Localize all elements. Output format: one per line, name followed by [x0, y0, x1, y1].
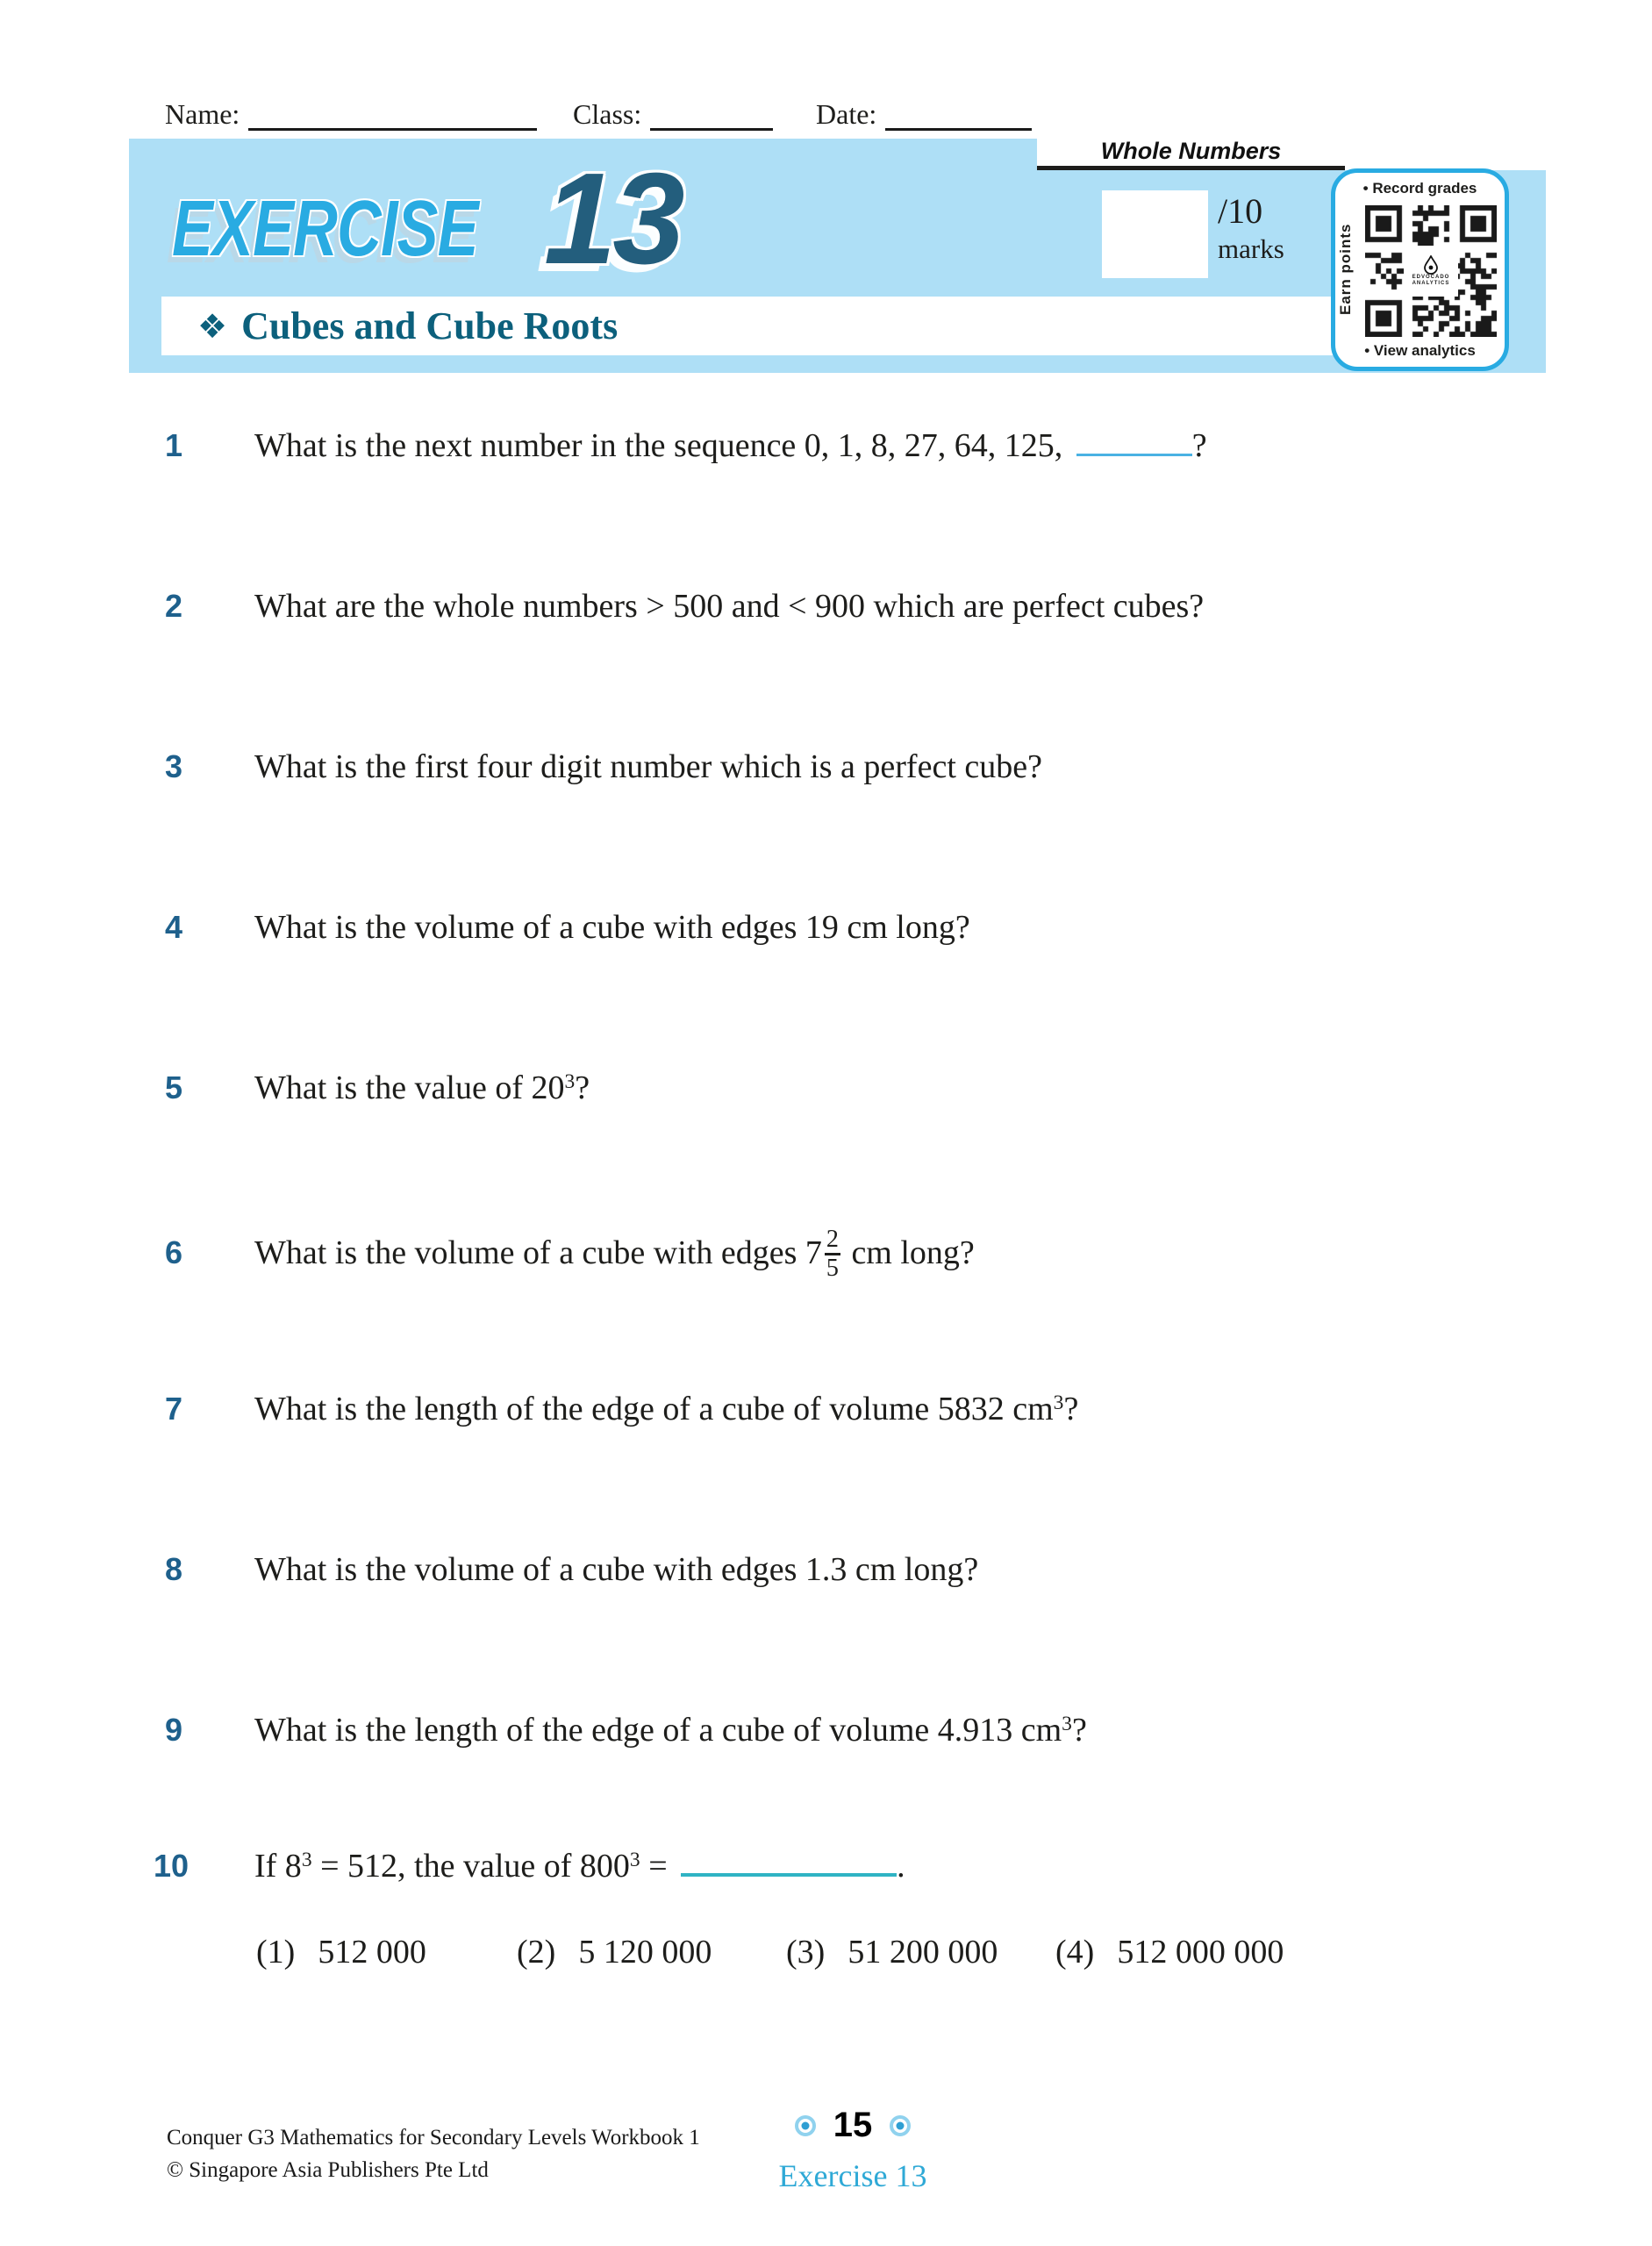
qr-panel: [1331, 168, 1509, 371]
question-9: [165, 1708, 1087, 1759]
diamond-bullet-icon: ❖: [197, 306, 228, 346]
question-number: 1: [165, 427, 183, 463]
option-1[interactable]: [256, 1933, 426, 1971]
page-nav-right-dot-icon: [890, 2115, 911, 2136]
question-text: What is the value of $20^3$?: [254, 1069, 590, 1106]
class-label: Class:: [573, 98, 642, 130]
question-text: If $8^3 = 512$, the value of $800^3$ = .: [254, 1848, 905, 1885]
question-3: [165, 745, 1042, 796]
footer-exercise-ref: Exercise 13: [778, 2158, 927, 2193]
question-text: What is the length of the edge of a cube of volume 4.913 $cm^3$?: [254, 1712, 1087, 1749]
footer-copyright: © Singapore Asia Publishers Pte Ltd: [167, 2158, 489, 2182]
qr-logo-line2: ANALYTICS: [1412, 281, 1450, 286]
question-5: [165, 1066, 590, 1117]
date-label: Date:: [816, 98, 877, 130]
option-value: 5 120 000: [578, 1934, 712, 1971]
option-2[interactable]: [517, 1933, 712, 1971]
qr-earn-points-label: Earn points: [1337, 223, 1354, 316]
score-unit: marks: [1218, 233, 1284, 264]
question-text: What is the volume of a cube with edges 19 cm long?: [254, 909, 970, 946]
page-nav-left-dot-icon: [795, 2115, 816, 2136]
question-number: 5: [165, 1069, 183, 1105]
option-value: 512 000: [318, 1934, 426, 1971]
exercise-word: EXERCISE: [172, 185, 478, 273]
footer-book-title: Conquer G3 Mathematics for Secondary Levels Workbook 1: [167, 2126, 700, 2149]
question-8: [165, 1548, 978, 1599]
option-4[interactable]: [1055, 1933, 1284, 1971]
question-7: [165, 1387, 1078, 1438]
question-text: What is the first four digit number which is a perfect cube?: [254, 748, 1042, 785]
question-number: 4: [165, 909, 183, 945]
question-number: 3: [165, 748, 183, 784]
qr-code-area[interactable]: [1365, 205, 1497, 337]
score-denominator: /10: [1218, 191, 1263, 231]
question-4: [165, 905, 970, 956]
question-6: [165, 1227, 975, 1283]
question-text: What is the volume of a cube with edges 1.3 cm long?: [254, 1551, 979, 1588]
option-label: (2): [517, 1934, 556, 1971]
option-value: 512 000 000: [1117, 1934, 1284, 1971]
fraction-two-fifths: $\frac{2}{5}$: [826, 1226, 839, 1283]
question-number: 6: [165, 1234, 183, 1270]
option-value: 51 200 000: [847, 1934, 998, 1971]
question-10: [154, 1843, 905, 1895]
question-text: What is the volume of a cube with edges 7 $\frac{2}{5}$ cm long?: [254, 1226, 975, 1283]
footer-imprint: [167, 2121, 700, 2186]
question-number: 10: [154, 1848, 190, 1884]
question-number: 2: [165, 588, 183, 624]
qr-record-grades-label: • Record grades: [1362, 180, 1477, 197]
qr-logo-line1: EDVOCADO: [1412, 275, 1450, 280]
option-label: (3): [786, 1934, 826, 1971]
question-text: What is the length of the edge of a cube of volume 5832 $cm^3$?: [254, 1391, 1079, 1427]
avocado-drop-icon: [1422, 255, 1440, 275]
question-text: What are the whole numbers > 500 and < 900 which are perfect cubes?: [254, 588, 1205, 625]
option-label: (1): [256, 1934, 296, 1971]
page-nav: [730, 2106, 976, 2145]
question-number: 9: [165, 1712, 183, 1748]
answer-blank-q1[interactable]: [1076, 424, 1192, 456]
qr-center-logo: [1404, 246, 1458, 297]
exercise-number: 13: [544, 147, 682, 291]
page-number: 15: [833, 2106, 873, 2144]
footer-page-block: [730, 2106, 976, 2194]
question-1: [165, 424, 1207, 475]
qr-view-analytics-label: • View analytics: [1364, 342, 1476, 359]
question-number: 8: [165, 1551, 183, 1587]
question-number: 7: [165, 1391, 183, 1427]
question-text: What is the next number in the sequence 0, 1, 8, 27, 64, 125, ?: [254, 427, 1207, 464]
option-3[interactable]: [786, 1933, 998, 1971]
chapter-tag: Whole Numbers: [1100, 138, 1282, 164]
question-2: [165, 584, 1204, 635]
name-label: Name:: [165, 98, 240, 130]
topic-title: Cubes and Cube Roots: [241, 304, 619, 347]
option-label: (4): [1055, 1934, 1095, 1971]
q10-options: [0, 1933, 1652, 1985]
answer-blank-q10[interactable]: [681, 1843, 897, 1877]
